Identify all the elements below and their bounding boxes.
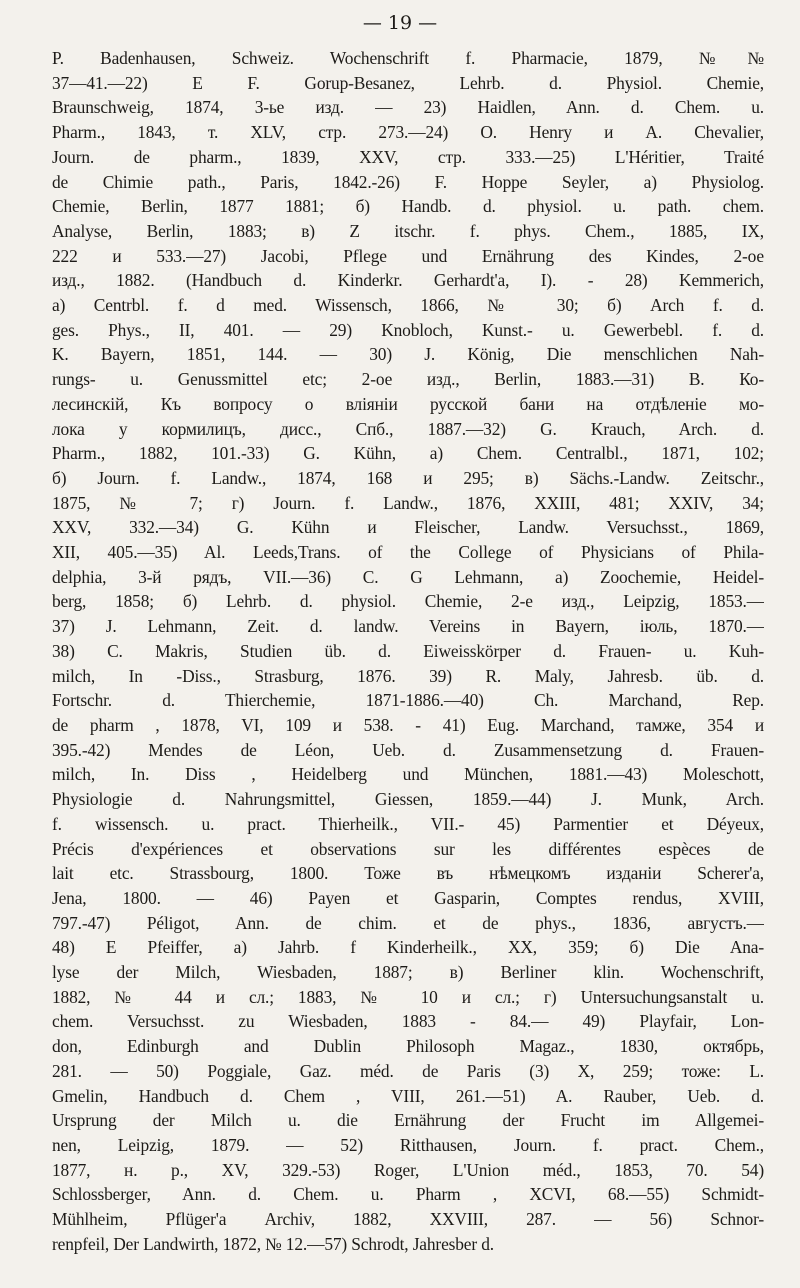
bibliography-text: [52, 46, 764, 1256]
page-number: — 19 —: [362, 12, 438, 34]
text-line: изд., 1882. (Handbuch d. Kinderkr. Gerhardt'а, I). - 28) Kemmerich,: [52, 270, 764, 291]
text-line: 281. — 50) Poggiale, Gaz. méd. de Paris (3) X, 259; тоже: L.: [52, 1060, 764, 1081]
text-line: Mühlheim, Pflüger'а Archiv, 1882, XXVIII, 287. — 56) Schnor-: [52, 1209, 764, 1230]
text-line: б) Journ. f. Landw., 1874, 168 и 295; в) Sächs.-Landw. Zeitschr.,: [52, 467, 764, 488]
text-line: Pharm., 1843, т. XLV, стр. 273.—24) O. Henry и A. Chevalier,: [52, 122, 764, 143]
text-line: f. wissensch. u. pract. Thierheilk., VII.- 45) Parmentier et Déyeux,: [52, 813, 764, 834]
text-line: K. Bayern, 1851, 144. — 30) J. König, Die menschlichen Nah-: [52, 344, 764, 365]
text-line: don, Edinburgh and Dublin Philosoph Magaz., 1830, октябрь,: [52, 1036, 764, 1057]
text-line: renpfeil, Der Landwirth, 1872, № 12.—57) Schrodt, Jahresber d.: [52, 1233, 494, 1254]
text-line: Pharm., 1882, 101.-33) G. Kühn, а) Chem. Centralbl., 1871, 102;: [52, 443, 764, 464]
text-line: berg, 1858; б) Lehrb. d. physiol. Chemie, 2-е изд., Leipzig, 1853.—: [52, 591, 764, 612]
text-line: Gmelin, Handbuch d. Chem , VIII, 261.—51) A. Rauber, Ueb. d.: [52, 1085, 764, 1106]
text-line: de Chimie path., Paris, 1842.-26) F. Hoppe Seyler, а) Physiolog.: [52, 171, 764, 192]
text-line: 37) J. Lehmann, Zeit. d. landw. Vereins in Bayern, іюль, 1870.—: [52, 616, 764, 637]
text-line: XII, 405.—35) Al. Leeds,Trans. of the College of Physicians of Phila-: [52, 542, 764, 563]
text-line: delphia, 3-й рядъ, VII.—36) C. G Lehmann, а) Zoochemie, Heidel-: [52, 566, 764, 587]
text-line: de pharm , 1878, VI, 109 и 538. - 41) Eug. Marchand, тамже, 354 и: [52, 714, 764, 735]
text-line: 1882, № 44 и сл.; 1883, № 10 и сл.; г) Untersuchungsanstalt u.: [52, 986, 764, 1007]
text-line: Physiologie d. Nahrungsmittel, Giessen, 1859.—44) J. Munk, Arch.: [52, 789, 764, 810]
text-line: Braunschweig, 1874, 3-ье изд. — 23) Haidlen, Ann. d. Chem. u.: [52, 97, 764, 118]
text-line: лесинскій, Къ вопросу о вліяніи русской бани на отдѣленіе мо-: [52, 393, 764, 414]
text-line: 1877, н. р., XV, 329.-53) Roger, L'Union méd., 1853, 70. 54): [52, 1159, 764, 1180]
text-line: 37—41.—22) E F. Gorup-Besanez, Lehrb. d. Physiol. Chemie,: [52, 72, 764, 93]
text-line: lait etc. Strassbourg, 1800. Тоже въ нѣмецкомъ изданіи Scherer'а,: [52, 863, 764, 884]
text-line: P. Badenhausen, Schweiz. Wochenschrift f. Pharmacie, 1879, №№: [52, 48, 764, 68]
text-line: milch, In. Diss , Heidelberg und München, 1881.—43) Moleschott,: [52, 764, 764, 785]
text-line: 1875, № 7; г) Journ. f. Landw., 1876, XXIII, 481; XXIV, 34;: [52, 492, 764, 513]
text-line: chem. Versuchsst. zu Wiesbaden, 1883 - 84.— 49) Playfair, Lon-: [52, 1011, 764, 1032]
text-line: Journ. de pharm., 1839, XXV, стр. 333.—25) L'Héritier, Traité: [52, 146, 764, 167]
text-line: lyse der Milch, Wiesbaden, 1887; в) Berliner klin. Wochenschrift,: [52, 962, 764, 983]
text-line: ges. Phys., II, 401. — 29) Knobloch, Kunst.- u. Gewerbebl. f. d.: [52, 319, 764, 340]
text-line: а) Centrbl. f. d med. Wissensch, 1866, № 30; б) Arch f. d.: [52, 295, 764, 316]
text-line: 797.-47) Péligot, Ann. de chim. et de phys., 1836, августъ.—: [52, 912, 764, 933]
text-line: Précis d'expériences et observations sur les différentes espèces de: [52, 838, 764, 859]
text-line: nen, Leipzig, 1879. — 52) Ritthausen, Journ. f. pract. Chem.,: [52, 1134, 764, 1155]
text-line: milch, In -Diss., Strasburg, 1876. 39) R. Maly, Jahresb. üb. d.: [52, 665, 764, 686]
text-line: Chemie, Berlin, 1877 1881; б) Handb. d. physiol. u. path. chem.: [52, 196, 764, 217]
text-line: 38) C. Makris, Studien üb. d. Eiweisskörper d. Frauen- u. Kuh-: [52, 640, 764, 661]
text-line: Analyse, Berlin, 1883; в) Z itschr. f. phys. Chem., 1885, IX,: [52, 220, 764, 241]
text-line: Ursprung der Milch u. die Ernährung der Frucht im Allgemei-: [52, 1110, 764, 1131]
text-line: 395.-42) Mendes de Léon, Ueb. d. Zusammensetzung d. Frauen-: [52, 739, 764, 760]
text-line: Schlossberger, Ann. d. Chem. u. Pharm , XCVI, 68.—55) Schmidt-: [52, 1184, 764, 1205]
text-line: rungs- u. Genussmittel etc; 2-ое изд., Berlin, 1883.—31) В. Ко-: [52, 369, 764, 390]
text-line: 48) E Pfeiffer, а) Jahrb. f Kinderheilk., XX, 359; б) Die Ana-: [52, 937, 764, 958]
text-line: Fortschr. d. Thierchemie, 1871-1886.—40) Ch. Marchand, Rep.: [52, 690, 764, 711]
text-line: Jena, 1800. — 46) Payen et Gasparin, Comptes rendus, XVIII,: [52, 887, 764, 908]
text-line: 222 и 533.—27) Jacobi, Pflege und Ernährung des Kindes, 2-ое: [52, 245, 764, 266]
text-line: XXV, 332.—34) G. Kühn и Fleischer, Landw. Versuchsst., 1869,: [52, 517, 764, 538]
text-line: лока у кормилицъ, дисс., Спб., 1887.—32) G. Krauch, Arch. d.: [52, 418, 764, 439]
